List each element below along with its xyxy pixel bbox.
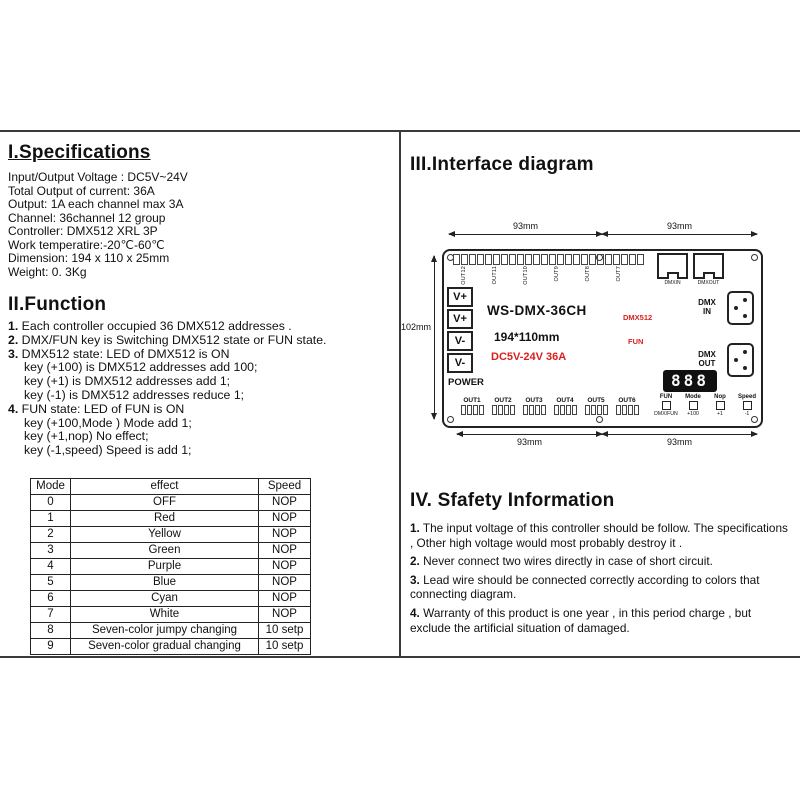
- top-out-label: OUT7: [616, 266, 622, 282]
- terminal-screw: [637, 254, 644, 265]
- table-row: [31, 606, 311, 622]
- function-text: FUN state: LED of FUN is ON: [18, 401, 185, 416]
- function-item: [8, 320, 394, 334]
- terminal-screw: [492, 405, 497, 415]
- button-label: Nop: [714, 394, 726, 400]
- xlr-pin: [743, 298, 747, 302]
- rj45-notch: [667, 272, 679, 279]
- terminal-screw: [629, 254, 636, 265]
- safety-item: [410, 521, 790, 550]
- safety-text: Warranty of this product is one year , in this period charge , but exclude the artificial situation of damaged.: [410, 605, 752, 635]
- terminal-screw: [485, 254, 492, 265]
- board-size-label: 194*110mm: [494, 330, 560, 344]
- terminal-screw: [581, 254, 588, 265]
- mounting-hole: [447, 416, 454, 423]
- terminal-screw: [566, 405, 571, 415]
- out-group: [520, 397, 548, 415]
- terminal-row: [489, 405, 517, 415]
- table-cell: NOP: [259, 606, 311, 622]
- table-cell: 2: [31, 526, 71, 542]
- xlr-pin: [734, 306, 738, 310]
- safety-item: [410, 554, 790, 569]
- function-list: [8, 320, 394, 458]
- out-group: [582, 397, 610, 415]
- terminal-screw: [621, 254, 628, 265]
- dimension-label: 93mm: [516, 437, 542, 447]
- table-cell: Red: [71, 510, 259, 526]
- terminal-screw: [501, 254, 508, 265]
- left-column: [8, 138, 394, 655]
- table-row: [31, 574, 311, 590]
- terminal-screw: [613, 254, 620, 265]
- xlr-pin: [743, 314, 747, 318]
- column-divider-line: [399, 130, 401, 658]
- table-cell: 3: [31, 542, 71, 558]
- terminal-row: [458, 405, 486, 415]
- safety-title: IV. Sfafety Information: [410, 490, 615, 511]
- terminal-screw: [533, 254, 540, 265]
- dimension-label: 102mm: [401, 322, 432, 332]
- mode-table-body: [31, 494, 311, 654]
- terminal-screw: [589, 254, 596, 265]
- dimension-arrow: [434, 256, 435, 419]
- table-cell: Yellow: [71, 526, 259, 542]
- out-group: [613, 397, 641, 415]
- button-group: [735, 394, 759, 417]
- out-label: OUT3: [525, 397, 543, 404]
- push-button: [716, 401, 725, 410]
- xlr-pin: [743, 350, 747, 354]
- safety-list: [410, 521, 790, 635]
- table-cell: Purple: [71, 558, 259, 574]
- column-header: Speed: [259, 478, 311, 494]
- terminal-screw: [541, 254, 548, 265]
- table-cell: OFF: [71, 494, 259, 510]
- top-out-label: OUT12: [461, 266, 467, 285]
- terminal-screw: [573, 254, 580, 265]
- table-cell: NOP: [259, 558, 311, 574]
- seven-segment-display: 888: [663, 370, 717, 392]
- power-terminal: V+: [447, 287, 473, 307]
- table-cell: 5: [31, 574, 71, 590]
- table-cell: Cyan: [71, 590, 259, 606]
- button-label: Mode: [685, 394, 701, 400]
- table-cell: 10 setp: [259, 638, 311, 654]
- table-cell: 7: [31, 606, 71, 622]
- terminal-screw: [565, 254, 572, 265]
- power-terminal: V-: [447, 353, 473, 373]
- button-label: FUN: [659, 394, 673, 400]
- function-subline: key (+100) is DMX512 addresses add 100;: [24, 360, 258, 375]
- button-sublabel: +1: [717, 411, 723, 417]
- terminal-row: [520, 405, 548, 415]
- top-out-label: OUT11: [492, 266, 498, 285]
- terminal-screw: [510, 405, 515, 415]
- table-cell: 8: [31, 622, 71, 638]
- table-cell: 4: [31, 558, 71, 574]
- interface-title: III.Interface diagram: [410, 154, 594, 175]
- terminal-screw: [535, 405, 540, 415]
- item-number: 2.: [410, 554, 420, 569]
- safety-text: Lead wire should be connected correctly according to colors that connecting diagram.: [410, 572, 760, 602]
- xlr-dmx-in-connector: [727, 291, 754, 325]
- terminal-screw: [493, 254, 500, 265]
- terminal-screw: [591, 405, 596, 415]
- rj45-notch: [703, 272, 715, 279]
- terminal-screw: [597, 405, 602, 415]
- rj45-in-label: DMXIN: [664, 280, 681, 286]
- out-label: OUT1: [463, 397, 481, 404]
- dimension-label: 93mm: [512, 221, 538, 231]
- mode-table: [30, 478, 311, 655]
- table-cell: 9: [31, 638, 71, 654]
- out-label: OUT4: [556, 397, 574, 404]
- power-label: POWER: [448, 377, 484, 388]
- power-rating-label: DC5V-24V 36A: [491, 351, 567, 363]
- terminal-screw: [541, 405, 546, 415]
- xlr-pin: [743, 366, 747, 370]
- out-label: OUT6: [618, 397, 636, 404]
- table-cell: NOP: [259, 494, 311, 510]
- table-cell: NOP: [259, 542, 311, 558]
- xlr-pin: [734, 358, 738, 362]
- item-number: 4.: [410, 605, 420, 620]
- dmx-out-label: [693, 350, 721, 368]
- table-cell: NOP: [259, 510, 311, 526]
- mounting-hole: [751, 254, 758, 261]
- dmx-in-label: [693, 298, 721, 316]
- item-number: 1.: [410, 521, 420, 535]
- button-sublabel: +100: [687, 411, 699, 417]
- rj45-dmx-in-jack: [657, 253, 688, 279]
- dmx512-led-label: DMX512: [623, 313, 653, 322]
- terminal-screw: [560, 405, 565, 415]
- terminal-screw: [572, 405, 577, 415]
- out-group: [551, 397, 579, 415]
- spec-line: Channel: 36channel 12 group: [8, 210, 166, 225]
- dimension-arrow: [457, 434, 602, 435]
- button-group: [708, 394, 732, 417]
- function-subline: key (-1,speed) Speed is add 1;: [24, 443, 192, 458]
- out-groups: [458, 397, 641, 415]
- table-cell: 0: [31, 494, 71, 510]
- dimension-arrow: [602, 434, 757, 435]
- mode-table-head-row: [31, 478, 311, 494]
- terminal-screw: [498, 405, 503, 415]
- terminal-screw: [479, 405, 484, 415]
- terminal-screw: [557, 254, 564, 265]
- function-subline: key (-1) is DMX512 addresses reduce 1;: [24, 387, 245, 402]
- terminal-screw: [603, 405, 608, 415]
- item-number: 1.: [8, 319, 19, 333]
- terminal-row: [613, 405, 641, 415]
- top-out-label: OUT8: [585, 266, 591, 282]
- function-item: [8, 334, 394, 348]
- dimension-label: 93mm: [666, 437, 692, 447]
- item-number: 3.: [8, 346, 19, 361]
- push-button: [662, 401, 671, 410]
- function-subline: key (+100,Mode ) Mode add 1;: [24, 415, 192, 430]
- table-cell: White: [71, 606, 259, 622]
- out-group: [489, 397, 517, 415]
- spec-line: Output: 1A each channel max 3A: [8, 197, 184, 211]
- table-cell: 6: [31, 590, 71, 606]
- spec-line: Input/Output Voltage : DC5V~24V: [8, 170, 188, 184]
- table-cell: Seven-color jumpy changing: [71, 622, 259, 638]
- function-text: DMX512 state: LED of DMX512 is ON: [18, 346, 230, 361]
- terminal-screw: [453, 254, 460, 265]
- table-cell: NOP: [259, 590, 311, 606]
- table-cell: NOP: [259, 574, 311, 590]
- terminal-screw: [473, 405, 478, 415]
- terminal-screw: [477, 254, 484, 265]
- push-button: [743, 401, 752, 410]
- spec-line: Work temperatire:-20℃-60℃: [8, 237, 165, 252]
- dmx-out-label-line2: OUT: [698, 359, 716, 368]
- item-number: 4.: [8, 401, 19, 416]
- out-label: OUT2: [494, 397, 512, 404]
- mounting-hole: [751, 416, 758, 423]
- top-out-label: OUT9: [554, 266, 560, 282]
- push-button: [689, 401, 698, 410]
- function-subline: key (+1) is DMX512 addresses add 1;: [24, 374, 231, 389]
- button-sublabel: -1: [744, 411, 750, 417]
- interface-diagram: [401, 221, 794, 466]
- terminal-screw: [529, 405, 534, 415]
- right-column: [401, 138, 794, 639]
- spec-line: Weight: 0. 3Kg: [8, 264, 87, 279]
- terminal-screw: [628, 405, 633, 415]
- terminal-screw: [525, 254, 532, 265]
- dmx-out-label-line1: DMX: [698, 350, 716, 359]
- rj45-dmx-out-jack: [693, 253, 724, 279]
- table-cell: 1: [31, 510, 71, 526]
- power-terminal: V-: [447, 331, 473, 351]
- table-row: [31, 622, 311, 638]
- table-row: [31, 510, 311, 526]
- terminal-screw: [554, 405, 559, 415]
- table-cell: Green: [71, 542, 259, 558]
- table-cell: NOP: [259, 526, 311, 542]
- item-number: 3.: [410, 572, 420, 587]
- safety-text: The input voltage of this controller should be follow. The specifications , Other high voltage would most probably destroy it .: [410, 521, 788, 550]
- rj45-out-label: DMXOUT: [697, 280, 720, 286]
- column-header: Mode: [31, 478, 71, 494]
- table-row: [31, 494, 311, 510]
- button-groups: [654, 394, 759, 417]
- controller-board: [442, 249, 763, 428]
- button-sublabel: DMX/FUN: [654, 411, 678, 417]
- terminal-screw: [549, 254, 556, 265]
- dimension-arrow: [602, 234, 757, 235]
- dmx-in-label-line2: IN: [703, 307, 711, 316]
- terminal-screw: [504, 405, 509, 415]
- table-row: [31, 590, 311, 606]
- safety-item: [410, 573, 790, 602]
- column-header: effect: [71, 478, 259, 494]
- function-text: Each controller occupied 36 DMX512 addresses .: [18, 319, 292, 333]
- terminal-screw: [622, 405, 627, 415]
- terminal-screw: [461, 254, 468, 265]
- function-subline: key (+1,nop) No effect;: [24, 429, 149, 444]
- xlr-dmx-out-connector: [727, 343, 754, 377]
- table-row: [31, 558, 311, 574]
- terminal-screw: [616, 405, 621, 415]
- table-row: [31, 638, 311, 654]
- dimension-label: 93mm: [666, 221, 692, 231]
- table-row: [31, 542, 311, 558]
- table-cell: Seven-color gradual changing: [71, 638, 259, 654]
- out-group: [458, 397, 486, 415]
- function-title: II.Function: [8, 294, 107, 315]
- terminal-screw: [585, 405, 590, 415]
- fun-led-label: FUN: [628, 337, 644, 346]
- terminal-row: [582, 405, 610, 415]
- item-number: 2.: [8, 332, 19, 347]
- terminal-screw: [467, 405, 472, 415]
- top-out-labels: [453, 266, 648, 290]
- terminal-screw: [605, 254, 612, 265]
- top-out-label: OUT10: [523, 266, 529, 285]
- spec-line: Controller: DMX512 XRL 3P: [8, 224, 158, 238]
- terminal-screw: [509, 254, 516, 265]
- model-label: WS-DMX-36CH: [487, 303, 587, 318]
- function-item: [8, 348, 394, 362]
- function-text: DMX/FUN key is Switching DMX512 state or FUN state.: [18, 332, 327, 347]
- power-terminal: V+: [447, 309, 473, 329]
- safety-item: [410, 606, 790, 635]
- terminal-screw: [634, 405, 639, 415]
- safety-text: Never connect two wires directly in case of short circuit.: [419, 554, 713, 569]
- spec-line: Total Output of current: 36A: [8, 183, 155, 198]
- terminal-screw: [461, 405, 466, 415]
- specifications-title: I.Specifications: [8, 142, 151, 163]
- terminal-screw: [469, 254, 476, 265]
- table-row: [31, 526, 311, 542]
- button-label: Speed: [737, 394, 756, 400]
- terminal-strip-top: [453, 254, 644, 265]
- dmx-in-label-line1: DMX: [698, 298, 716, 307]
- button-group: [654, 394, 678, 417]
- mounting-hole: [596, 416, 603, 423]
- table-cell: 10 setp: [259, 622, 311, 638]
- terminal-row: [551, 405, 579, 415]
- spec-line: Dimension: 194 x 110 x 25mm: [8, 251, 170, 265]
- table-cell: Blue: [71, 574, 259, 590]
- terminal-screw: [597, 254, 604, 265]
- function-item: [8, 403, 394, 417]
- terminal-screw: [523, 405, 528, 415]
- button-group: [681, 394, 705, 417]
- dimension-arrow: [449, 234, 602, 235]
- spec-list: [8, 171, 394, 279]
- out-label: OUT5: [587, 397, 605, 404]
- terminal-screw: [517, 254, 524, 265]
